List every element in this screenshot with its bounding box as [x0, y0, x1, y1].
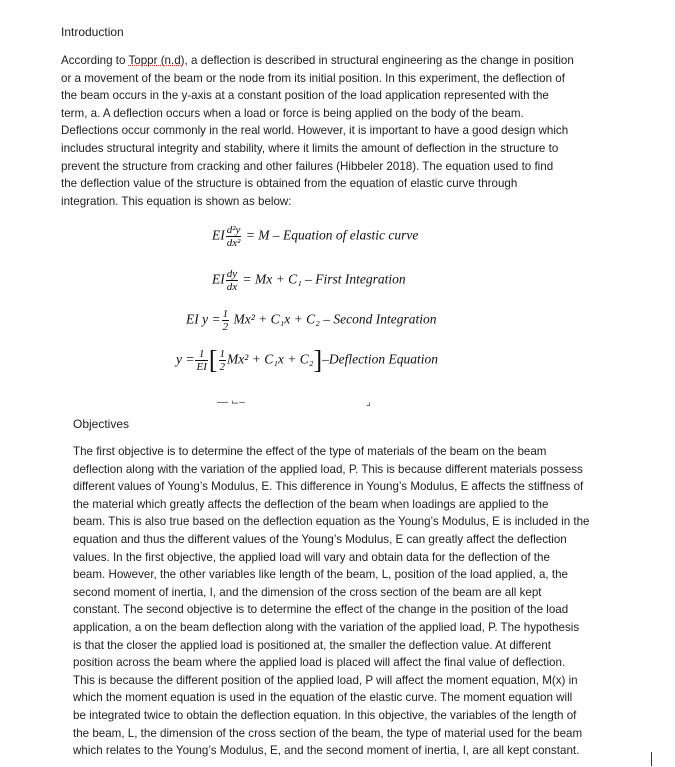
intro-line: integration. This equation is shown as below:	[61, 194, 292, 208]
objectives-line: different values of Young’s Modulus, E. This difference in Young’s Modulus, E affects the stiffness of	[73, 480, 584, 494]
format-marks: ⌟	[366, 397, 371, 408]
intro-line: Deflections occur commonly in the real world. However, it is important to have a good design which	[61, 124, 569, 138]
objectives-line: constant. The second objective is to determine the effect of the change in the position of the load	[73, 603, 569, 617]
objectives-line: beam. This is also true based on the deflection equation as the Young’s Modulus, E is included in the	[73, 515, 590, 529]
equation-second-integration: EI y = $\frac{1}{2}$ Mx² + C₁x + C₂ – Second Integration	[186, 308, 437, 333]
objectives-line: which relates to the Young’s Modulus, E, and the second moment of inertia, I, are all kept constant.	[73, 744, 580, 758]
citation-link: Toppr (n.d)	[128, 54, 185, 67]
intro-line: the beam occurs in the y-axis at a constant position of the load application represented with the	[61, 89, 549, 103]
equation-first-integration: EI $\frac{dy}{dx}$ = Mx + C₁ – First Integration	[212, 268, 406, 293]
equation-deflection: y = $\frac{1}{EI}$ [ $\frac{1}{2}$ Mx² + C₁x + C₂]–Deflection Equation	[176, 345, 438, 375]
equation-elastic-curve: EI $\frac{\text{d²y}}{\text{dx²}}$ = M – Equation of elastic curve	[212, 224, 419, 249]
introduction-heading: Introduction	[61, 25, 124, 39]
objectives-line: the material which greatly affects the deflection of the beam when loadings are applied to the	[73, 497, 549, 511]
objectives-line: The first objective is to determine the effect of the type of materials of the beam on the beam	[73, 445, 547, 458]
objectives-line: application, a on the beam deflection along with the variation of the applied load, P. The hypothesis	[73, 620, 580, 634]
text-cursor	[651, 752, 652, 766]
objectives-line: equation and thus the different values of the Young’s Modulus, E can greatly affect the deflection	[73, 532, 567, 546]
objectives-paragraph	[73, 443, 589, 760]
intro-line: the deflection value of the structure is obtained from the equation of elastic curve through	[61, 177, 518, 191]
objectives-line: deflection along with the variation of the applied load, P. This is because different materials possess	[73, 462, 583, 476]
objectives-line: the beam, L, the dimension of the cross section of the beam, the type of material used for the beam	[73, 726, 583, 740]
objectives-line: be integrated twice to obtain the deflection equation. In this objective, the variables of the length of	[73, 708, 577, 722]
objectives-line: This is because the different position of the applied load, P will affect the moment equation, M(x) in	[73, 673, 578, 687]
objectives-line: position across the beam where the applied load is placed will affect the final value of deflection.	[73, 656, 566, 670]
intro-line: prevent the structure from cracking and other failures (Hibbeler 2018). The equation used to find	[61, 159, 554, 173]
objectives-heading: Objectives	[73, 417, 130, 431]
introduction-paragraph	[61, 52, 574, 210]
objectives-line: values. In the first objective, the applied load will vary and obtain data for the deflection of the	[73, 550, 550, 564]
intro-line: or a movement of the beam or the node from its initial position. In this experiment, the deflection of	[61, 71, 565, 85]
intro-line: includes structural integrity and stability, where it limits the amount of deflection in the structure to	[61, 141, 559, 155]
format-marks: –– ⌙–	[217, 397, 245, 408]
intro-line: term, a. A deflection occurs when a load or force is being applied on the body of the beam.	[61, 106, 524, 120]
intro-line: According to Toppr (n.d), a deflection is described in structural engineering as the change in position	[61, 54, 574, 67]
objectives-line: beam. However, the other variables like length of the beam, L, position of the load applied, a, the	[73, 568, 568, 582]
objectives-line: which the moment equation is used in the equation of the elastic curve. The moment equation will	[73, 691, 573, 705]
objectives-line: is that the closer the applied load is positioned at, the smaller the deflection value. At different	[73, 638, 551, 652]
objectives-line: second moment of inertia, I, and the dimension of the cross section of the beam are all kept	[73, 585, 542, 599]
